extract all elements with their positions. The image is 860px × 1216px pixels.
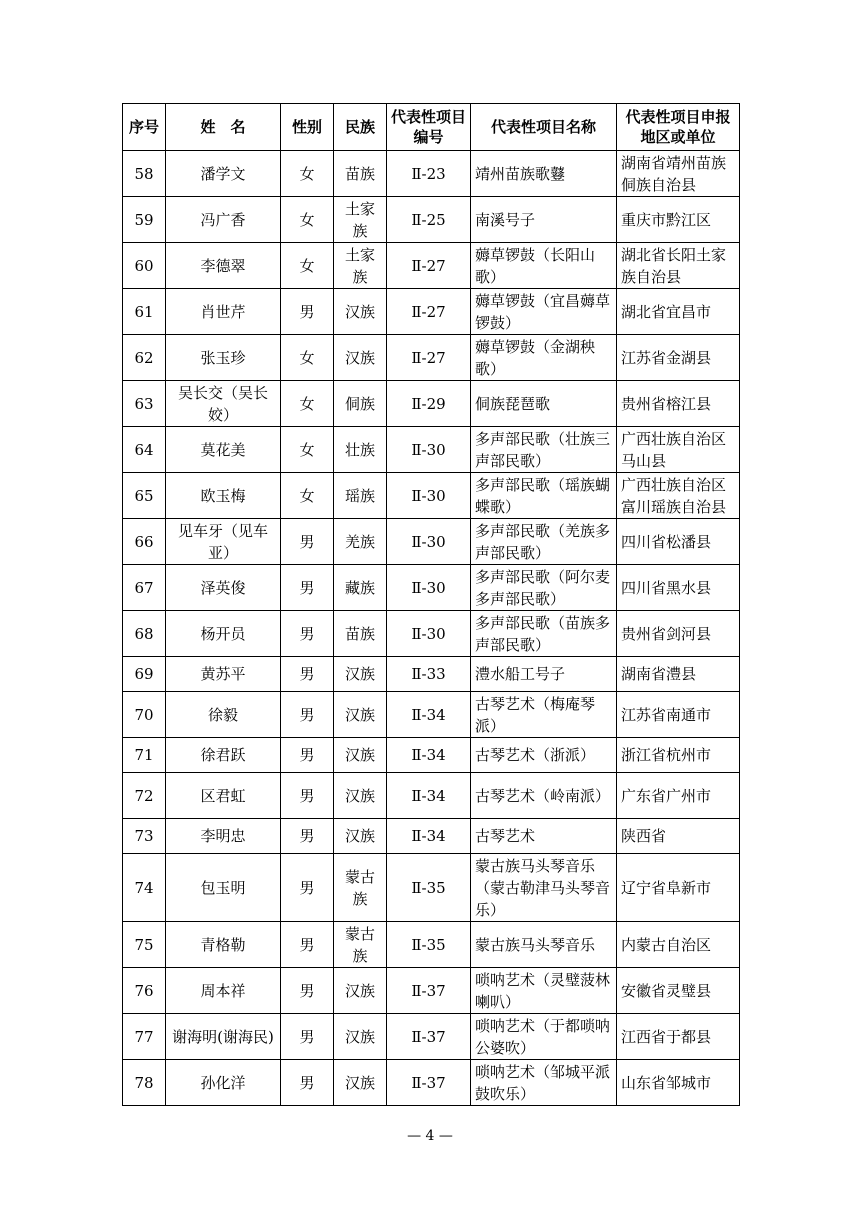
- row-sex: 男: [281, 922, 334, 968]
- row-project-code: Ⅱ-34: [387, 773, 471, 819]
- row-project-code: Ⅱ-35: [387, 854, 471, 922]
- row-name: 区君虹: [166, 773, 281, 819]
- row-project-name: 蒙古族马头琴音乐: [471, 922, 617, 968]
- row-region: 湖南省靖州苗族侗族自治县: [617, 151, 740, 197]
- row-ethnicity: 汉族: [334, 289, 387, 335]
- row-ethnicity: 汉族: [334, 738, 387, 773]
- table-row: [123, 427, 740, 473]
- row-sex: 女: [281, 335, 334, 381]
- row-project-code: Ⅱ-27: [387, 243, 471, 289]
- row-name: 泽英俊: [166, 565, 281, 611]
- row-name: 徐君跃: [166, 738, 281, 773]
- row-name: 见车牙（见车亚）: [166, 519, 281, 565]
- row-ethnicity: 侗族: [334, 381, 387, 427]
- row-sex: 女: [281, 197, 334, 243]
- row-index: 59: [123, 197, 166, 243]
- row-region: 浙江省杭州市: [617, 738, 740, 773]
- row-region: 重庆市黔江区: [617, 197, 740, 243]
- row-sex: 男: [281, 611, 334, 657]
- header-sex: 性别: [281, 104, 334, 151]
- row-index: 76: [123, 968, 166, 1014]
- row-region: 四川省黑水县: [617, 565, 740, 611]
- row-project-code: Ⅱ-23: [387, 151, 471, 197]
- row-index: 77: [123, 1014, 166, 1060]
- table-body: [123, 151, 740, 1106]
- row-name: 潘学文: [166, 151, 281, 197]
- row-ethnicity: 蒙古族: [334, 922, 387, 968]
- row-project-code: Ⅱ-37: [387, 1014, 471, 1060]
- row-project-code: Ⅱ-33: [387, 657, 471, 692]
- table-row: [123, 151, 740, 197]
- row-region: 陕西省: [617, 819, 740, 854]
- row-index: 66: [123, 519, 166, 565]
- row-project-name: 唢呐艺术（于都唢呐公婆吹）: [471, 1014, 617, 1060]
- table-row: [123, 922, 740, 968]
- row-project-name: 多声部民歌（羌族多声部民歌）: [471, 519, 617, 565]
- row-ethnicity: 羌族: [334, 519, 387, 565]
- row-index: 65: [123, 473, 166, 519]
- row-sex: 男: [281, 1014, 334, 1060]
- row-sex: 男: [281, 819, 334, 854]
- row-name: 谢海明(谢海民): [166, 1014, 281, 1060]
- row-ethnicity: 壮族: [334, 427, 387, 473]
- row-name: 青格勒: [166, 922, 281, 968]
- table-row: [123, 289, 740, 335]
- row-ethnicity: 汉族: [334, 819, 387, 854]
- row-index: 75: [123, 922, 166, 968]
- table-row: [123, 335, 740, 381]
- row-project-name: 古琴艺术（梅庵琴派）: [471, 692, 617, 738]
- row-region: 广西壮族自治区马山县: [617, 427, 740, 473]
- row-sex: 女: [281, 243, 334, 289]
- row-ethnicity: 汉族: [334, 968, 387, 1014]
- row-project-name: 薅草锣鼓（金湖秧歌）: [471, 335, 617, 381]
- table-row: [123, 738, 740, 773]
- row-name: 孙化洋: [166, 1060, 281, 1106]
- row-region: 湖北省宜昌市: [617, 289, 740, 335]
- row-ethnicity: 汉族: [334, 692, 387, 738]
- row-region: 江西省于都县: [617, 1014, 740, 1060]
- row-region: 四川省松潘县: [617, 519, 740, 565]
- row-region: 江苏省南通市: [617, 692, 740, 738]
- row-project-name: 多声部民歌（壮族三声部民歌）: [471, 427, 617, 473]
- table-header-row: [123, 104, 740, 151]
- row-project-name: 古琴艺术（浙派）: [471, 738, 617, 773]
- row-project-name: 多声部民歌（苗族多声部民歌）: [471, 611, 617, 657]
- row-project-name: 侗族琵琶歌: [471, 381, 617, 427]
- row-index: 71: [123, 738, 166, 773]
- table-row: [123, 1060, 740, 1106]
- row-region: 湖北省长阳土家族自治县: [617, 243, 740, 289]
- row-name: 吴长交（吴长姣）: [166, 381, 281, 427]
- row-index: 78: [123, 1060, 166, 1106]
- row-index: 63: [123, 381, 166, 427]
- table-row: [123, 657, 740, 692]
- row-sex: 男: [281, 657, 334, 692]
- table-row: [123, 773, 740, 819]
- table-row: [123, 243, 740, 289]
- row-sex: 男: [281, 773, 334, 819]
- row-index: 68: [123, 611, 166, 657]
- table-row: [123, 819, 740, 854]
- row-project-code: Ⅱ-30: [387, 519, 471, 565]
- row-project-code: Ⅱ-37: [387, 1060, 471, 1106]
- header-project-name: 代表性项目名称: [471, 104, 617, 151]
- row-project-name: 澧水船工号子: [471, 657, 617, 692]
- row-project-name: 蒙古族马头琴音乐（蒙古勒津马头琴音乐）: [471, 854, 617, 922]
- row-index: 64: [123, 427, 166, 473]
- header-region: 代表性项目申报地区或单位: [617, 104, 740, 151]
- row-sex: 女: [281, 473, 334, 519]
- row-project-code: Ⅱ-30: [387, 427, 471, 473]
- row-ethnicity: 汉族: [334, 335, 387, 381]
- row-sex: 女: [281, 427, 334, 473]
- row-region: 江苏省金湖县: [617, 335, 740, 381]
- row-project-name: 唢呐艺术（灵璧菠林喇叭）: [471, 968, 617, 1014]
- row-name: 徐毅: [166, 692, 281, 738]
- row-project-name: 古琴艺术: [471, 819, 617, 854]
- header-index: 序号: [123, 104, 166, 151]
- row-index: 58: [123, 151, 166, 197]
- row-project-code: Ⅱ-30: [387, 473, 471, 519]
- table-row: [123, 519, 740, 565]
- row-ethnicity: 汉族: [334, 657, 387, 692]
- row-name: 李德翠: [166, 243, 281, 289]
- row-project-name: 多声部民歌（阿尔麦多声部民歌）: [471, 565, 617, 611]
- row-region: 广东省广州市: [617, 773, 740, 819]
- table-row: [123, 611, 740, 657]
- row-index: 67: [123, 565, 166, 611]
- row-index: 61: [123, 289, 166, 335]
- row-project-code: Ⅱ-34: [387, 738, 471, 773]
- row-name: 杨开员: [166, 611, 281, 657]
- row-sex: 男: [281, 519, 334, 565]
- row-ethnicity: 土家族: [334, 197, 387, 243]
- row-sex: 女: [281, 381, 334, 427]
- row-project-code: Ⅱ-37: [387, 968, 471, 1014]
- row-sex: 男: [281, 565, 334, 611]
- row-project-code: Ⅱ-30: [387, 611, 471, 657]
- row-name: 莫花美: [166, 427, 281, 473]
- inheritor-table: [122, 103, 740, 1106]
- row-name: 包玉明: [166, 854, 281, 922]
- header-name: 姓 名: [166, 104, 281, 151]
- row-index: 60: [123, 243, 166, 289]
- row-project-code: Ⅱ-25: [387, 197, 471, 243]
- row-ethnicity: 汉族: [334, 773, 387, 819]
- row-region: 贵州省榕江县: [617, 381, 740, 427]
- table-row: [123, 968, 740, 1014]
- row-index: 69: [123, 657, 166, 692]
- row-region: 广西壮族自治区富川瑶族自治县: [617, 473, 740, 519]
- row-ethnicity: 苗族: [334, 611, 387, 657]
- row-ethnicity: 瑶族: [334, 473, 387, 519]
- row-project-name: 靖州苗族歌鼟: [471, 151, 617, 197]
- row-ethnicity: 汉族: [334, 1060, 387, 1106]
- row-index: 70: [123, 692, 166, 738]
- row-index: 62: [123, 335, 166, 381]
- row-project-name: 南溪号子: [471, 197, 617, 243]
- row-name: 周本祥: [166, 968, 281, 1014]
- header-project-code: 代表性项目编号: [387, 104, 471, 151]
- row-project-code: Ⅱ-27: [387, 289, 471, 335]
- row-index: 73: [123, 819, 166, 854]
- row-ethnicity: 汉族: [334, 1014, 387, 1060]
- row-sex: 男: [281, 1060, 334, 1106]
- row-name: 黄苏平: [166, 657, 281, 692]
- row-name: 冯广香: [166, 197, 281, 243]
- table-row: [123, 1014, 740, 1060]
- row-region: 安徽省灵璧县: [617, 968, 740, 1014]
- row-name: 张玉珍: [166, 335, 281, 381]
- table-row: [123, 473, 740, 519]
- row-sex: 男: [281, 968, 334, 1014]
- row-region: 贵州省剑河县: [617, 611, 740, 657]
- row-name: 肖世芹: [166, 289, 281, 335]
- row-ethnicity: 土家族: [334, 243, 387, 289]
- row-project-name: 古琴艺术（岭南派）: [471, 773, 617, 819]
- row-ethnicity: 藏族: [334, 565, 387, 611]
- row-index: 72: [123, 773, 166, 819]
- row-project-code: Ⅱ-27: [387, 335, 471, 381]
- row-project-code: Ⅱ-34: [387, 692, 471, 738]
- row-sex: 男: [281, 692, 334, 738]
- row-region: 辽宁省阜新市: [617, 854, 740, 922]
- row-project-code: Ⅱ-34: [387, 819, 471, 854]
- row-project-code: Ⅱ-30: [387, 565, 471, 611]
- row-project-code: Ⅱ-35: [387, 922, 471, 968]
- table-row: [123, 854, 740, 922]
- page-number: — 4 —: [407, 1128, 453, 1144]
- row-sex: 男: [281, 289, 334, 335]
- row-sex: 男: [281, 738, 334, 773]
- row-name: 李明忠: [166, 819, 281, 854]
- table-row: [123, 197, 740, 243]
- row-region: 内蒙古自治区: [617, 922, 740, 968]
- row-name: 欧玉梅: [166, 473, 281, 519]
- header-ethnicity: 民族: [334, 104, 387, 151]
- row-sex: 女: [281, 151, 334, 197]
- row-region: 山东省邹城市: [617, 1060, 740, 1106]
- row-project-name: 唢呐艺术（邹城平派鼓吹乐）: [471, 1060, 617, 1106]
- table-row: [123, 565, 740, 611]
- table-row: [123, 381, 740, 427]
- row-project-code: Ⅱ-29: [387, 381, 471, 427]
- table-row: [123, 692, 740, 738]
- row-ethnicity: 苗族: [334, 151, 387, 197]
- row-region: 湖南省澧县: [617, 657, 740, 692]
- row-project-name: 薅草锣鼓（长阳山歌）: [471, 243, 617, 289]
- row-project-name: 多声部民歌（瑶族蝴蝶歌）: [471, 473, 617, 519]
- row-sex: 男: [281, 854, 334, 922]
- row-ethnicity: 蒙古族: [334, 854, 387, 922]
- row-project-name: 薅草锣鼓（宜昌薅草锣鼓）: [471, 289, 617, 335]
- row-index: 74: [123, 854, 166, 922]
